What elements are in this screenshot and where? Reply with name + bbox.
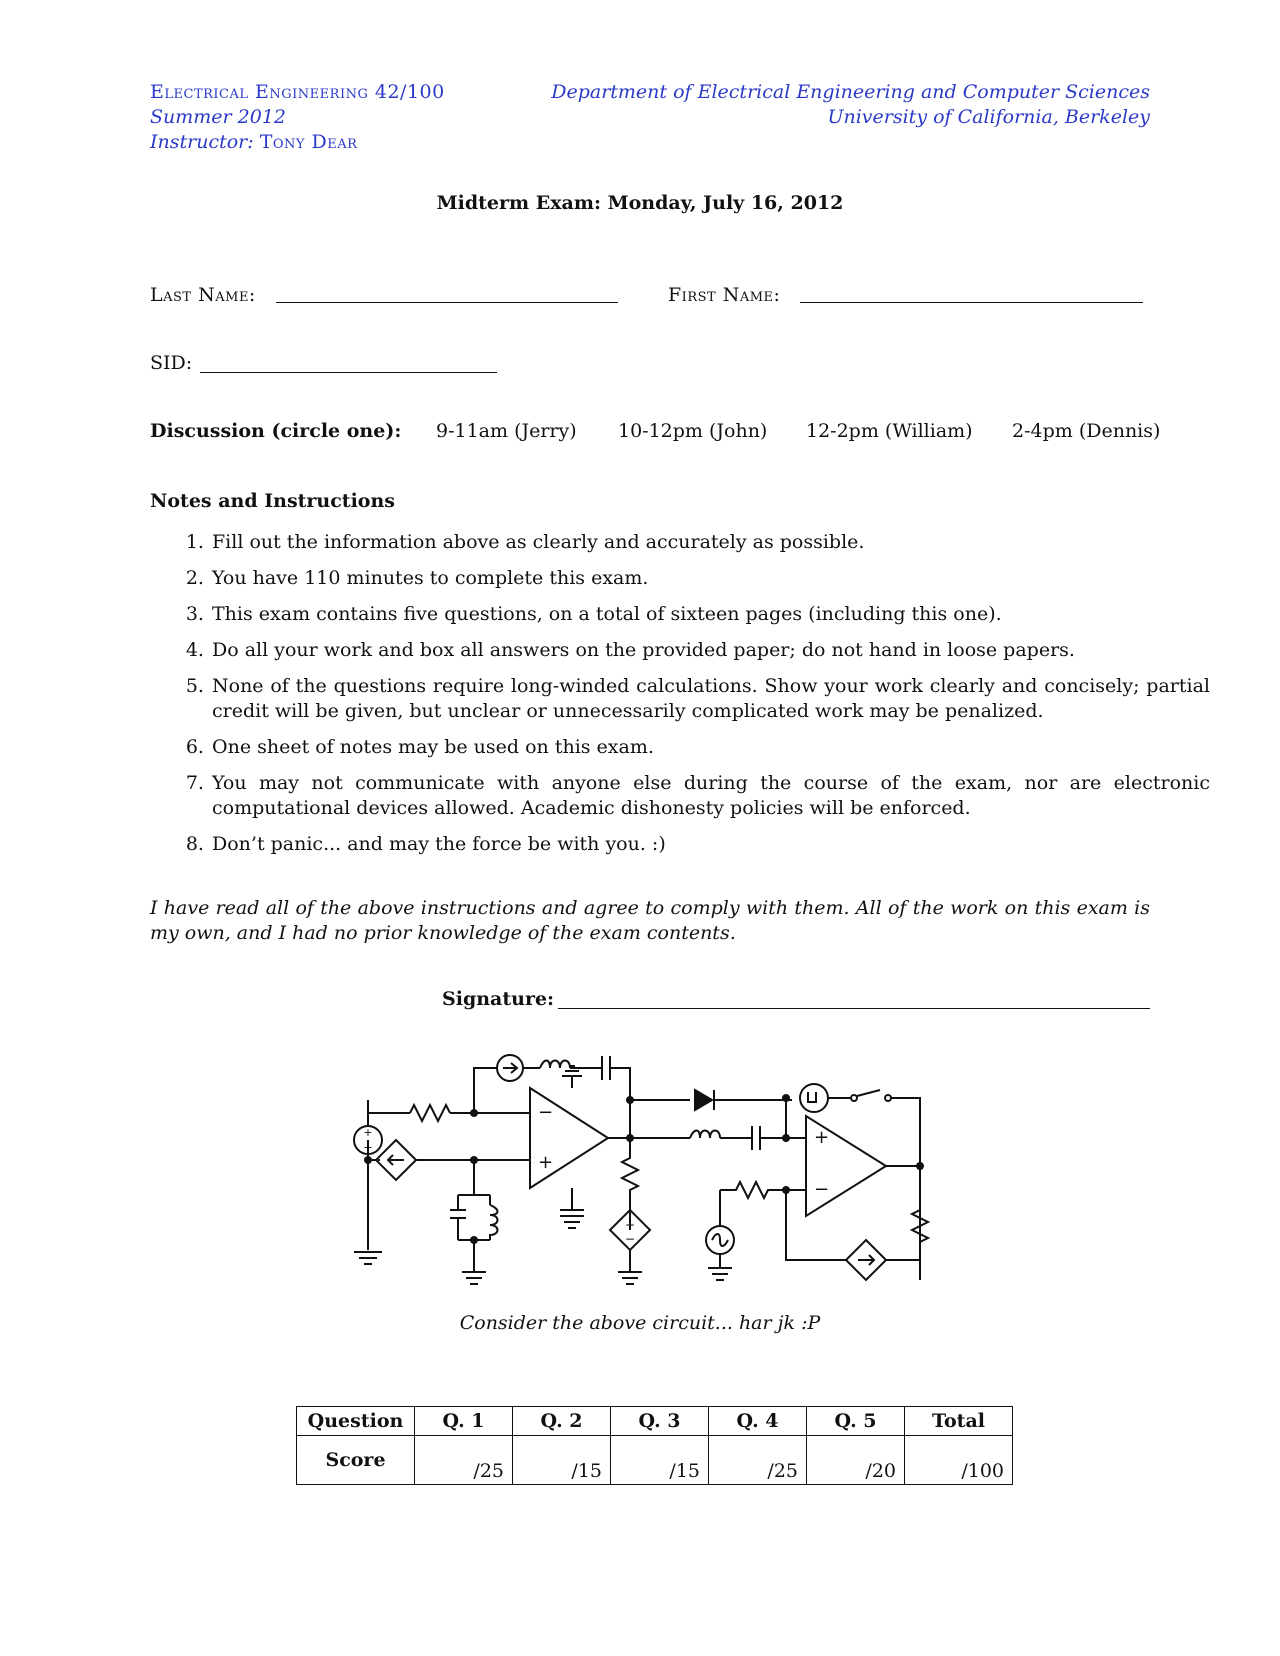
circuit-diagram bbox=[340, 1040, 980, 1320]
total-header: Total bbox=[905, 1407, 1013, 1436]
question-header: Q. 1 bbox=[415, 1407, 513, 1436]
question-header: Q. 5 bbox=[807, 1407, 905, 1436]
question-header: Q. 2 bbox=[513, 1407, 611, 1436]
resistor-icon bbox=[720, 1182, 806, 1198]
diode-icon bbox=[695, 1090, 712, 1110]
last-name-field[interactable] bbox=[276, 302, 618, 303]
capacitor-icon bbox=[602, 1056, 610, 1080]
inductor-icon bbox=[540, 1061, 570, 1069]
instruction-item: 7. You may not communicate with anyone else during the course of the exam, nor are electronic computational devices allowed. Academic dishonesty policies will be enforced. bbox=[210, 771, 1210, 821]
inductor-icon bbox=[490, 1205, 498, 1240]
score-cell[interactable]: /25 bbox=[709, 1436, 807, 1485]
score-table bbox=[296, 1406, 1013, 1485]
circuit-caption: Consider the above circuit... har jk :P bbox=[459, 1312, 821, 1334]
instruction-item: 4. Do all your work and box all answers on the provided paper; do not hand in loose papers. bbox=[210, 638, 1210, 663]
course-info bbox=[150, 80, 445, 155]
instruction-item: 3. This exam contains five questions, on a total of sixteen pages (including this one). bbox=[210, 602, 1210, 627]
department-info bbox=[551, 80, 1150, 130]
discussion-option-2[interactable]: 10-12pm (John) bbox=[618, 420, 768, 442]
instruction-item: 6. One sheet of notes may be used on this exam. bbox=[210, 735, 1210, 760]
svg-text:+: + bbox=[624, 1218, 636, 1232]
table-row bbox=[297, 1436, 1013, 1485]
first-name-label: First Name: bbox=[668, 284, 781, 306]
svg-text:+: + bbox=[538, 1152, 554, 1173]
inductor-icon bbox=[690, 1131, 720, 1139]
score-cell[interactable]: /20 bbox=[807, 1436, 905, 1485]
svg-text:+: + bbox=[363, 1126, 373, 1139]
table-row bbox=[297, 1407, 1013, 1436]
discussion-option-1[interactable]: 9-11am (Jerry) bbox=[436, 420, 577, 442]
total-score-cell[interactable]: /100 bbox=[905, 1436, 1013, 1485]
score-cell[interactable]: /15 bbox=[513, 1436, 611, 1485]
instructor-name: Tony Dear bbox=[259, 131, 358, 153]
score-cell[interactable]: /15 bbox=[611, 1436, 709, 1485]
discussion-label: Discussion (circle one): bbox=[150, 420, 402, 442]
university: University of California, Berkeley bbox=[827, 106, 1150, 128]
ground-icon bbox=[354, 1252, 382, 1264]
svg-text:−: − bbox=[363, 1141, 373, 1154]
question-header: Q. 3 bbox=[611, 1407, 709, 1436]
signature-field[interactable] bbox=[558, 1008, 1150, 1009]
agreement-statement: I have read all of the above instructions and agree to comply with them. All of the work on this exam is my own, and I had no prior knowledge of the exam contents. bbox=[150, 897, 1150, 944]
instructions-list bbox=[150, 530, 1210, 868]
course-label: Electrical Engineering 42/100 bbox=[150, 81, 445, 103]
instruction-item: 5. None of the questions require long-winded calculations. Show your work clearly and concisely; partial credit will be given, but unclear or unnecessarily complicated work may be penalized. bbox=[210, 674, 1210, 724]
capacitor-icon bbox=[450, 1205, 466, 1240]
sid-field[interactable] bbox=[200, 372, 497, 373]
svg-text:−: − bbox=[624, 1232, 636, 1246]
score-cell[interactable]: /25 bbox=[415, 1436, 513, 1485]
svg-text:−: − bbox=[538, 1102, 554, 1123]
score-row-label: Score bbox=[297, 1436, 415, 1485]
svg-text:+: + bbox=[814, 1127, 830, 1148]
instructor-label: Instructor: bbox=[150, 131, 254, 153]
discussion-option-4[interactable]: 2-4pm (Dennis) bbox=[1012, 420, 1161, 442]
discussion-option-3[interactable]: 12-2pm (William) bbox=[806, 420, 973, 442]
question-row-label: Question bbox=[297, 1407, 415, 1436]
signature-label: Signature: bbox=[442, 988, 555, 1010]
department: Department of Electrical Engineering and Computer Sciences bbox=[551, 81, 1150, 103]
notes-heading: Notes and Instructions bbox=[150, 490, 395, 512]
resistor-icon bbox=[410, 1105, 450, 1121]
question-header: Q. 4 bbox=[709, 1407, 807, 1436]
instruction-item: 1. Fill out the information above as clearly and accurately as possible. bbox=[210, 530, 1210, 555]
last-name-label: Last Name: bbox=[150, 284, 256, 306]
instruction-item: 2. You have 110 minutes to complete this exam. bbox=[210, 566, 1210, 591]
instructor-line bbox=[150, 130, 445, 155]
first-name-field[interactable] bbox=[800, 302, 1143, 303]
term: Summer 2012 bbox=[150, 106, 287, 128]
instruction-item: 8. Don’t panic... and may the force be with you. :) bbox=[210, 832, 1210, 857]
exam-title: Midterm Exam: Monday, July 16, 2012 bbox=[436, 192, 844, 214]
svg-text:−: − bbox=[814, 1179, 830, 1200]
switch-icon bbox=[857, 1090, 880, 1096]
sid-label: SID: bbox=[150, 352, 193, 374]
capacitor-icon bbox=[720, 1126, 806, 1150]
clock-source-icon bbox=[800, 1084, 828, 1112]
